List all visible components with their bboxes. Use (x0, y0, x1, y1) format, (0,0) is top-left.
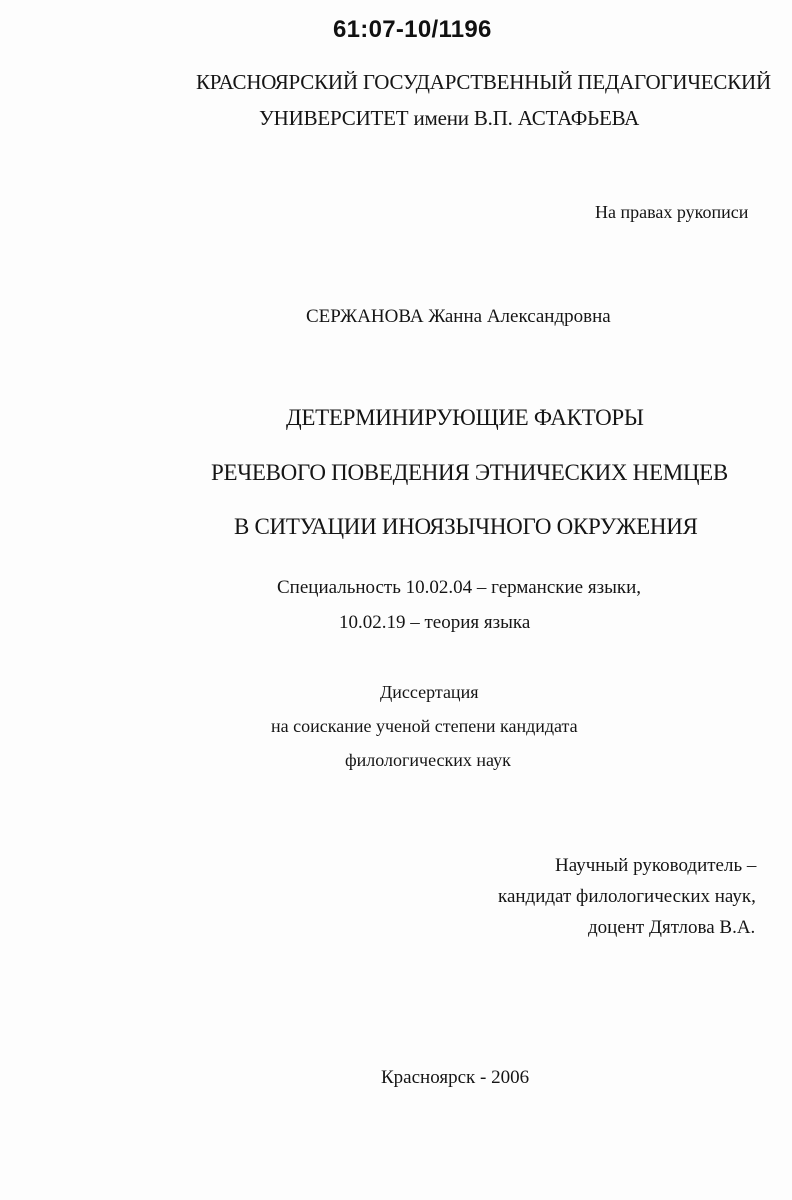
dissertation-line-2: на соискание ученой степени кандидата (271, 716, 578, 736)
university-name-line-2: УНИВЕРСИТЕТ имени В.П. АСТАФЬЕВА (259, 106, 640, 130)
dissertation-line-3: филологических наук (345, 750, 511, 770)
manuscript-rights-note: На правах рукописи (595, 202, 749, 222)
title-line-2: РЕЧЕВОГО ПОВЕДЕНИЯ ЭТНИЧЕСКИХ НЕМЦЕВ (211, 460, 728, 485)
supervisor-line-2: кандидат филологических наук, (498, 886, 756, 907)
specialty-line-2: 10.02.19 – теория языка (339, 612, 531, 633)
university-name-line-1: КРАСНОЯРСКИЙ ГОСУДАРСТВЕННЫЙ ПЕДАГОГИЧЕСКИЙ (196, 70, 771, 94)
title-line-1: ДЕТЕРМИНИРУЮЩИЕ ФАКТОРЫ (286, 405, 644, 430)
specialty-line-1: Специальность 10.02.04 – германские языки, (277, 577, 642, 598)
title-line-3: В СИТУАЦИИ ИНОЯЗЫЧНОГО ОКРУЖЕНИЯ (234, 514, 698, 539)
dissertation-line-1: Диссертация (380, 682, 479, 702)
supervisor-line-3: доцент Дятлова В.А. (588, 917, 756, 938)
archive-number: 61:07-10/1196 (333, 16, 492, 43)
supervisor-line-1: Научный руководитель – (555, 855, 757, 876)
author-name: СЕРЖАНОВА Жанна Александровна (306, 306, 611, 327)
city-year: Красноярск - 2006 (381, 1067, 530, 1088)
